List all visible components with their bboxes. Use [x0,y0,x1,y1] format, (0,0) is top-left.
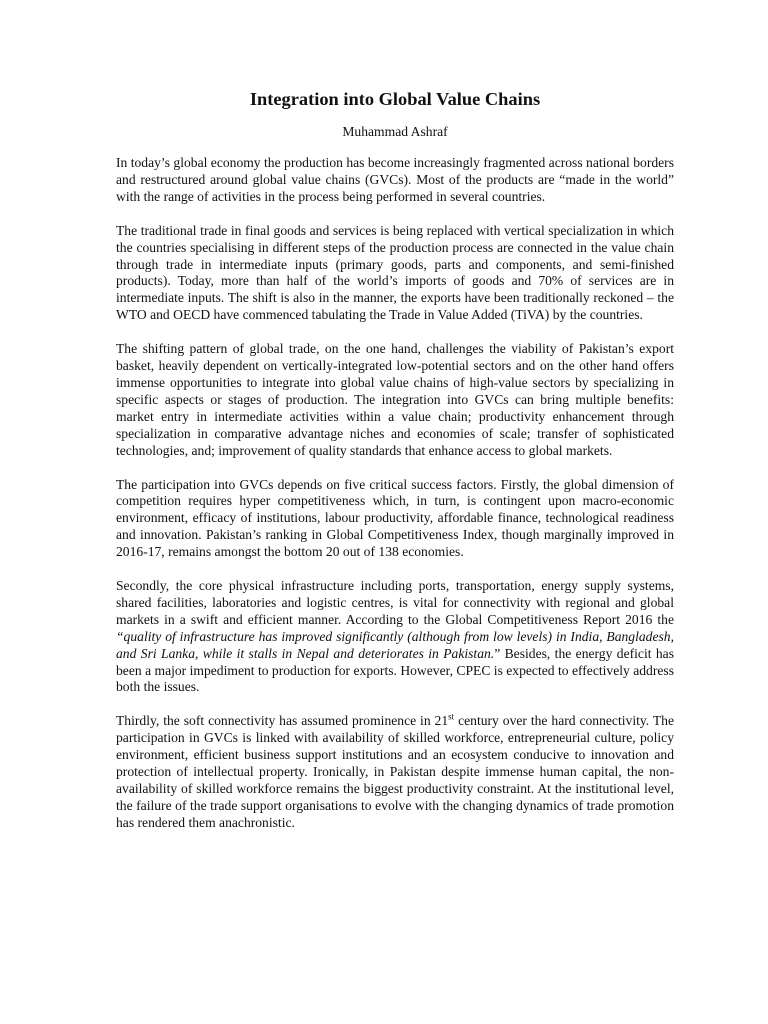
paragraph-6-text-before: Thirdly, the soft connectivity has assumed prominence in 21 [116,713,449,729]
paragraph-5 [116,578,674,696]
paragraph-2: The traditional trade in final goods and services is being replaced with vertical specialization in which the countries specialising in different steps of the production process are connected in the value chain through trade in intermediate inputs (primary goods, parts and components, and semi-finished products). Today, more than half of the world’s imports of goods and 70% of services are in intermediate inputs. The shift is also in the manner, the exports have been traditionally reckoned – the WTO and OECD have commenced tabulating the Trade in Value Added (TiVA) by the countries. [116,222,674,323]
paragraph-5-text-after: ” Besides, the energy deficit has been a major impediment to production for exports. However, CPEC is expected to effectively address both the issues. [116,645,675,695]
paragraph-6-text-after: century over the hard connectivity. The participation in GVCs is linked with availability of skilled workforce, entrepreneurial culture, policy environment, efficient business support institutions and an ecosystem conducive to innovation and protection of intellectual property. Ironically, in Pakistan despite immense human capital, the non-availability of skilled workforce remains the biggest productivity constraint. At the institutional level, the failure of the trade support organisations to evolve with the changing dynamics of trade promotion has rendered them anachronistic. [116,713,674,830]
document-author: Muhammad Ashraf [342,124,448,139]
document-page [116,88,674,849]
paragraph-3: The shifting pattern of global trade, on the one hand, challenges the viability of Pakistan’s export basket, heavily dependent on vertically-integrated low-potential sectors and on the other hand offers immense opportunities to integrate into global value chains of high-value sectors by specializing in specific aspects or stages of production. The integration into GVCs can bring multiple benefits: market entry in intermediate activities within a value chain; productivity enhancement through specialization in comparative advantage niches and economies of scale; transfer of sophisticated technologies, and; improvement of quality standards that enhance access to global markets. [116,341,674,458]
document-title: Integration into Global Value Chains [249,89,541,109]
paragraph-5-text-before: Secondly, the core physical infrastructure including ports, transportation, energy supply systems, shared facilities, laboratories and logistic centres, is vital for connectivity with regional and global markets in a swift and efficient manner. According to the Global Competitiveness Report 2016 the [116,578,674,627]
paragraph-6-superscript: st [448,711,455,722]
paragraph-4: The participation into GVCs depends on five critical success factors. Firstly, the global dimension of competition requires hyper competitiveness which, in turn, is contingent upon macro-economic environment, efficacy of institutions, labour productivity, affordable finance, technological readiness and innovation. Pakistan’s ranking in Global Competitiveness Index, though marginally improved in 2016-17, remains amongst the bottom 20 out of 138 economies. [116,476,674,560]
paragraph-1: In today’s global economy the production has become increasingly fragmented across national borders and restructured around global value chains (GVCs). Most of the products are “made in the world” with the range of activities in the process being performed in several countries. [116,155,674,204]
paragraph-5-quote: “quality of infrastructure has improved significantly (although from low levels) in India, Bangladesh, and Sri Lanka, while it stalls in Nepal and deteriorates in Pakistan. [116,628,674,661]
paragraph-6 [116,713,674,831]
